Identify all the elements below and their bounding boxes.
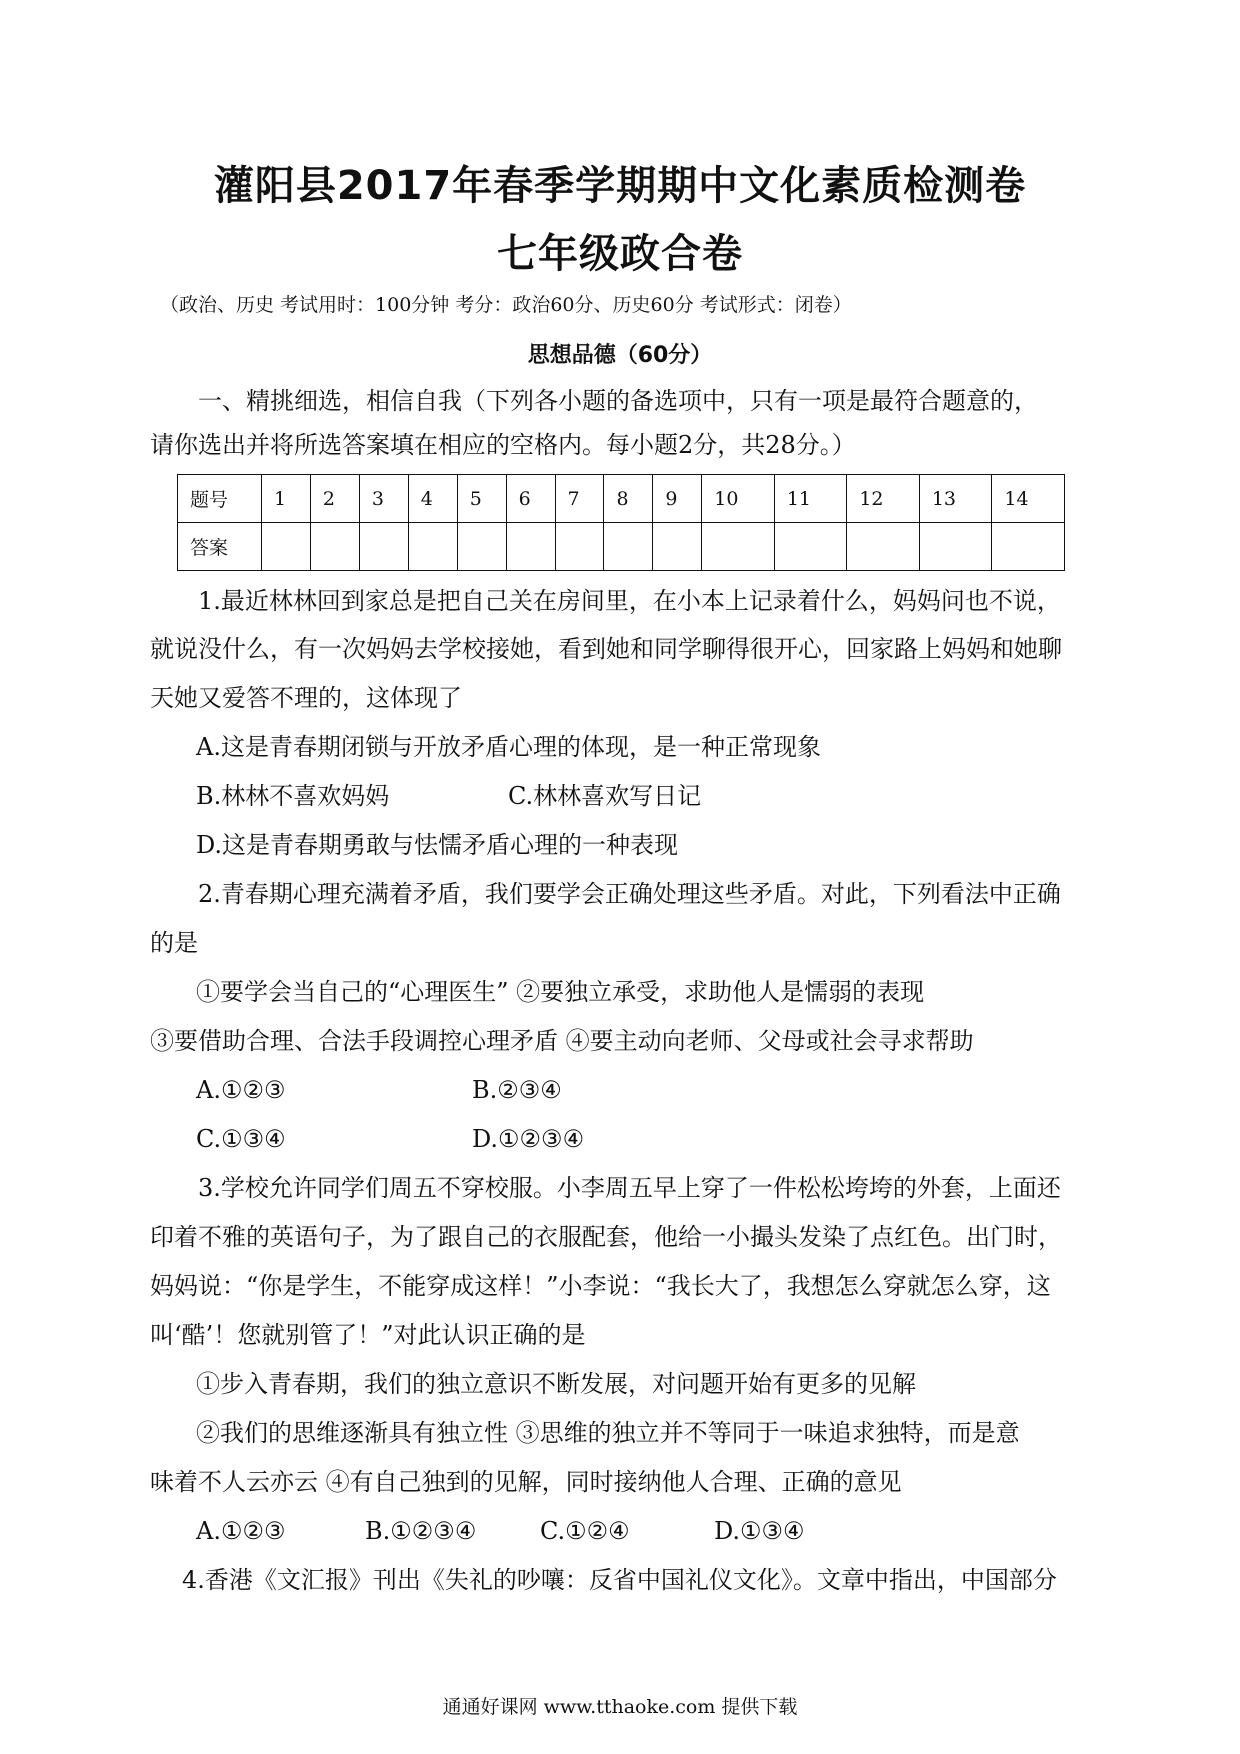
- q1-option-d: D.这是青春期勇敢与怯懦矛盾心理的一种表现: [196, 831, 679, 859]
- question-number: 4: [408, 475, 457, 523]
- q3-option-a: A.①②③: [196, 1517, 286, 1545]
- q2-option-a: A.①②③: [196, 1076, 286, 1104]
- answer-cell[interactable]: [457, 523, 506, 571]
- question-number: 13: [919, 475, 992, 523]
- q1-line-2: 就说没什么，有一次妈妈去学校接她，看到她和同学聊得很开心，回家路上妈妈和她聊: [150, 635, 1062, 663]
- answer-cell[interactable]: [847, 523, 920, 571]
- q3-line-1: 3.学校允许同学们周五不穿校服。小李周五早上穿了一件松松垮垮的外套，上面还: [198, 1174, 1061, 1202]
- instructions-line-2: 请你选出并将所选答案填在相应的空格内。每小题2分，共28分。）: [150, 431, 856, 459]
- q2-line-4: ③要借助合理、合法手段调控心理矛盾 ④要主动向老师、父母或社会寻求帮助: [150, 1027, 974, 1055]
- answer-table-number-row: [178, 475, 1065, 523]
- question-number: 3: [359, 475, 408, 523]
- q4-line-1: 4.香港《文汇报》刊出《失礼的吵嚷：反省中国礼仪文化》。文章中指出，中国部分: [182, 1566, 1057, 1594]
- q3-line-5: ①步入青春期，我们的独立意识不断发展，对问题开始有更多的见解: [196, 1370, 916, 1398]
- question-number: 6: [506, 475, 555, 523]
- q1-option-c: C.林林喜欢写日记: [508, 782, 702, 810]
- answer-cell[interactable]: [774, 523, 847, 571]
- answer-cell[interactable]: [604, 523, 653, 571]
- q3-line-7: 味着不人云亦云 ④有自己独到的见解，同时接纳他人合理、正确的意见: [150, 1468, 902, 1496]
- q3-line-4: 叫‘酷’！您就别管了！”对此认识正确的是: [150, 1321, 586, 1349]
- answer-cell[interactable]: [262, 523, 311, 571]
- answer-cell[interactable]: [506, 523, 555, 571]
- answer-cell[interactable]: [310, 523, 359, 571]
- question-number: 12: [847, 475, 920, 523]
- q1-line-3: 天她又爱答不理的，这体现了: [150, 684, 462, 712]
- answer-table: [177, 474, 1065, 571]
- q2-option-b: B.②③④: [472, 1076, 562, 1104]
- answer-cell[interactable]: [359, 523, 408, 571]
- exam-subtitle: 七年级政合卷: [497, 231, 743, 277]
- question-number: 14: [992, 475, 1065, 523]
- answer-cell[interactable]: [992, 523, 1065, 571]
- q3-line-2: 印着不雅的英语句子，为了跟自己的衣服配套，他给一小撮头发染了点红色。出门时，: [150, 1223, 1062, 1251]
- q3-line-3: 妈妈说：“你是学生，不能穿成这样！”小李说：“我长大了，我想怎么穿就怎么穿，这: [150, 1272, 1051, 1300]
- question-number: 9: [653, 475, 702, 523]
- question-number: 11: [774, 475, 847, 523]
- question-number: 10: [702, 475, 775, 523]
- q3-option-d: D.①③④: [714, 1517, 805, 1545]
- row-label-number: 题号: [178, 475, 262, 523]
- answer-cell[interactable]: [702, 523, 775, 571]
- question-number: 1: [262, 475, 311, 523]
- footer-source: 通通好课网 www.tthaoke.com 提供下载: [442, 1696, 798, 1718]
- exam-title: 灌阳县2017年春季学期期中文化素质检测卷: [213, 163, 1027, 209]
- q1-option-b: B.林林不喜欢妈妈: [196, 782, 390, 810]
- answer-table-answer-row: [178, 523, 1065, 571]
- q2-line-2: 的是: [150, 929, 198, 957]
- question-number: 5: [457, 475, 506, 523]
- q3-line-6: ②我们的思维逐渐具有独立性 ③思维的独立并不等同于一味追求独特，而是意: [196, 1419, 1020, 1447]
- section-title: 思想品德（60分）: [527, 343, 713, 368]
- q2-option-d: D.①②③④: [472, 1125, 585, 1153]
- question-number: 2: [310, 475, 359, 523]
- answer-cell[interactable]: [919, 523, 992, 571]
- q3-option-c: C.①②④: [540, 1517, 630, 1545]
- q2-line-1: 2.青春期心理充满着矛盾，我们要学会正确处理这些矛盾。对此，下列看法中正确: [198, 880, 1061, 908]
- q2-line-3: ①要学会当自己的“心理医生” ②要独立承受，求助他人是懦弱的表现: [196, 978, 925, 1006]
- q1-line-1: 1.最近林林回到家总是把自己关在房间里，在小本上记录着什么，妈妈问也不说，: [198, 587, 1061, 615]
- q1-option-a: A.这是青春期闭锁与开放矛盾心理的体现，是一种正常现象: [196, 733, 821, 761]
- q2-option-c: C.①③④: [196, 1125, 286, 1153]
- question-number: 7: [555, 475, 604, 523]
- answer-cell[interactable]: [653, 523, 702, 571]
- instructions-line-1: 一、精挑细选，相信自我（下列各小题的备选项中，只有一项是最符合题意的，: [198, 387, 1038, 415]
- question-number: 8: [604, 475, 653, 523]
- row-label-answer: 答案: [178, 523, 262, 571]
- answer-cell[interactable]: [555, 523, 604, 571]
- exam-info: （政治、历史 考试用时：100分钟 考分：政治60分、历史60分 考试形式：闭卷）: [160, 294, 852, 316]
- q3-option-b: B.①②③④: [365, 1517, 477, 1545]
- answer-cell[interactable]: [408, 523, 457, 571]
